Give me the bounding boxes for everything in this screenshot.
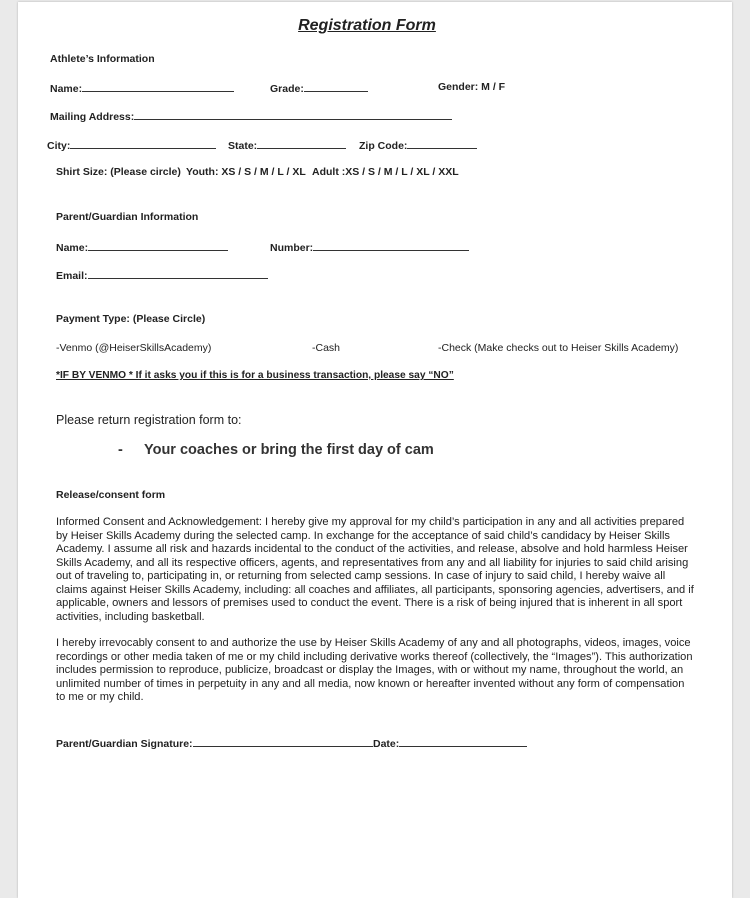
parent-name-label: Name:	[56, 242, 89, 254]
release-paragraph-2: I hereby irrevocably consent to and authorize the use by Heiser Skills Academy of any and all photographs, videos, images, voice recordings or other media taken of me or my child including derivative works thereof (collectively, the “Images”). This authorization includes permission to reproduce, publicize, broadcast or display the Images, with or without my name, throughout the world, an unlimited number of times in perpetuity in any and all media, now known or hereafter invented without any form of compensation to me or my child.	[56, 637, 693, 703]
city-field[interactable]	[47, 138, 216, 152]
release-paragraph-1: Informed Consent and Acknowledgement: I hereby give my approval for my child’s participation in any and all activities prepared by Heiser Skills Academy during the selected camp. In exchange for the acceptance of said child’s candidacy by Heiser Skills Academy. I assume all risk and hazards incidental to the conduct of the activities, and release, absolve and hold harmless Heiser Skills Academy, and all its respective officers, agents, and representatives from any and all liability for injuries to said child arising out of traveling to, participating in, or returning from selected camp sessions. In case of injury to said child, I hereby waive all claims against Heiser Skills Academy, including: all coaches and affiliates, all participants, sponsoring agencies, advertisers, and if applicable, owners and lessors of premises used to conduct the event. There is a risk of being injured that is inherent in all sport activities, including basketball.	[56, 516, 694, 623]
return-instruction: Your coaches or bring the first day of cam	[144, 442, 434, 458]
city-line[interactable]	[70, 138, 216, 149]
parent-email-line[interactable]	[88, 268, 268, 279]
parent-section-heading: Parent/Guardian Information	[56, 211, 199, 223]
zip-label: Zip Code:	[359, 140, 408, 152]
parent-number-field[interactable]	[270, 240, 469, 254]
shirt-size-label: Shirt Size: (Please circle)	[56, 166, 181, 178]
return-label: Please return registration form to:	[56, 413, 242, 427]
parent-email-field[interactable]	[56, 268, 268, 282]
parent-email-label: Email:	[56, 270, 88, 282]
zip-line[interactable]	[407, 138, 477, 149]
grade-line[interactable]	[304, 81, 368, 92]
athlete-name-line[interactable]	[82, 81, 234, 92]
mailing-address-field[interactable]	[50, 109, 452, 123]
state-field[interactable]	[228, 138, 346, 152]
date-label: Date:	[373, 738, 400, 750]
parent-name-line[interactable]	[88, 240, 228, 251]
parent-name-field[interactable]	[56, 240, 228, 254]
grade-label: Grade:	[270, 83, 304, 95]
release-heading: Release/consent form	[56, 489, 166, 501]
signature-line[interactable]	[193, 736, 373, 747]
parent-number-label: Number:	[270, 242, 314, 254]
signature-field[interactable]	[56, 736, 373, 750]
payment-option-cash[interactable]: -Cash	[312, 342, 341, 354]
mailing-address-line[interactable]	[134, 109, 452, 120]
grade-field[interactable]	[270, 81, 368, 95]
gender-field[interactable]: Gender: M / F	[438, 81, 506, 93]
athlete-name-field[interactable]	[50, 81, 234, 95]
state-label: State:	[228, 140, 258, 152]
date-field[interactable]	[373, 736, 527, 750]
payment-option-check[interactable]: -Check (Make checks out to Heiser Skills Academy)	[438, 342, 679, 354]
payment-heading: Payment Type: (Please Circle)	[56, 313, 206, 325]
venmo-note: *IF BY VENMO * If it asks you if this is for a business transaction, please say “NO”	[56, 370, 454, 381]
athlete-name-label: Name:	[50, 83, 83, 95]
city-label: City:	[47, 140, 71, 152]
signature-label: Parent/Guardian Signature:	[56, 738, 193, 750]
state-line[interactable]	[257, 138, 346, 149]
shirt-adult-options[interactable]: Adult :XS / S / M / L / XL / XXL	[312, 166, 459, 178]
athlete-section-heading: Athlete’s Information	[50, 53, 155, 65]
return-bullet: -	[118, 442, 123, 458]
parent-number-line[interactable]	[313, 240, 469, 251]
zip-field[interactable]	[359, 138, 477, 152]
shirt-youth-options[interactable]: Youth: XS / S / M / L / XL	[186, 166, 306, 178]
date-line[interactable]	[399, 736, 527, 747]
mailing-address-label: Mailing Address:	[50, 111, 135, 123]
payment-option-venmo[interactable]: -Venmo (@HeiserSkillsAcademy)	[56, 342, 212, 354]
page-title: Registration Form	[298, 17, 436, 34]
